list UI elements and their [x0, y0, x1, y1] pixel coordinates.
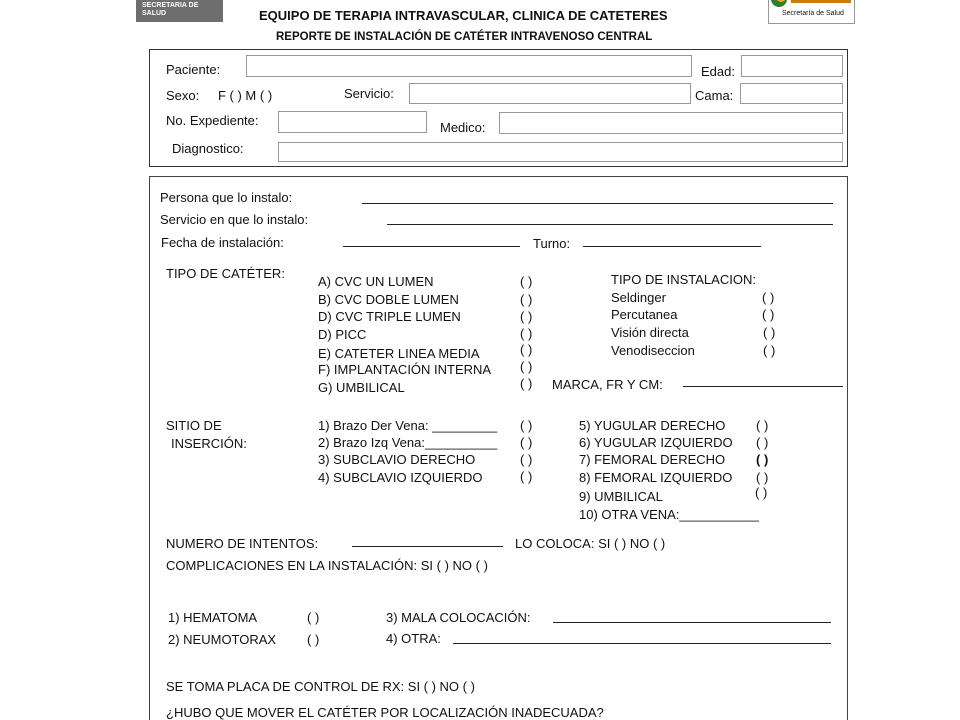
persona-line[interactable]: [362, 203, 833, 204]
tipo-cateter-label: TIPO DE CATÉTER:: [166, 266, 285, 281]
neumotorax-checkbox[interactable]: ( ): [307, 632, 320, 647]
marca-line[interactable]: [683, 386, 843, 387]
sitio-checkbox[interactable]: ( ): [756, 418, 769, 433]
otra-line[interactable]: [453, 643, 831, 644]
intentos-label: NUMERO DE INTENTOS:: [166, 536, 319, 551]
neumotorax-label: 2) NEUMOTORAX: [168, 632, 277, 647]
paciente-field[interactable]: [246, 55, 692, 77]
sitio-checkbox[interactable]: ( ): [756, 452, 769, 467]
secretaria-salud-right-logo: [768, 0, 855, 24]
cateter-checkbox[interactable]: ( ): [520, 376, 533, 391]
logo-left-text: SECRETARIA DE SALUD: [142, 2, 199, 17]
cama-field[interactable]: [740, 83, 843, 104]
sitio-option: 8) FEMORAL IZQUIERDO: [579, 470, 733, 485]
turno-label: Turno:: [533, 236, 571, 251]
fecha-line[interactable]: [343, 246, 520, 247]
instalacion-option: Visión directa: [611, 325, 689, 340]
turno-line[interactable]: [583, 246, 761, 247]
sexo-options[interactable]: F ( ) M ( ): [218, 88, 273, 103]
cateter-option: E) CATETER LINEA MEDIA: [318, 346, 480, 361]
cateter-option: G) UMBILICAL: [318, 380, 405, 395]
cateter-option: F) IMPLANTACIÓN INTERNA: [318, 362, 492, 377]
instalacion-option: Seldinger: [611, 290, 666, 305]
diagnostico-label: Diagnostico:: [172, 141, 244, 156]
sitio-option: 7) FEMORAL DERECHO: [579, 452, 726, 467]
cateter-option: D) PICC: [318, 327, 367, 342]
sitio-option: 9) UMBILICAL: [579, 489, 663, 504]
hematoma-label: 1) HEMATOMA: [168, 610, 258, 625]
servicio-instalo-line[interactable]: [387, 224, 833, 225]
sitio-option: 5) YUGULAR DERECHO: [579, 418, 726, 433]
cateter-checkbox[interactable]: ( ): [520, 326, 533, 341]
persona-label: Persona que lo instalo:: [160, 190, 293, 205]
paciente-label: Paciente:: [166, 62, 221, 77]
edad-label: Edad:: [701, 64, 735, 79]
form-subtitle: REPORTE DE INSTALACIÓN DE CATÉTER INTRAVENOSO CENTRAL: [276, 31, 653, 43]
cateter-option: B) CVC DOBLE LUMEN: [318, 292, 459, 307]
expediente-field[interactable]: [278, 111, 427, 133]
main-panel-top: [149, 176, 847, 177]
servicio-field[interactable]: [409, 83, 691, 104]
main-panel-right: [847, 176, 848, 720]
cateter-checkbox[interactable]: ( ): [520, 274, 533, 289]
form-title: EQUIPO DE TERAPIA INTRAVASCULAR, CLINICA DE CATETERES: [259, 8, 668, 23]
complicaciones-label: COMPLICACIONES EN LA INSTALACIÓN: SI ( ) NO ( ): [166, 558, 488, 573]
tipo-instalacion-label: TIPO DE INSTALACION:: [611, 272, 756, 287]
sitio-label: SITIO DE: [166, 418, 222, 433]
servicio-instalo-label: Servicio en que lo instalo:: [160, 212, 309, 227]
sitio-option: 1) Brazo Der Vena: _________: [318, 418, 498, 433]
mala-colocacion-line[interactable]: [553, 622, 831, 623]
mala-colocacion-label: 3) MALA COLOCACIÓN:: [386, 610, 531, 625]
otra-label: 4) OTRA:: [386, 631, 441, 646]
cama-label: Cama:: [695, 88, 734, 103]
logo-right-text: Secretaría de Salud: [782, 10, 844, 17]
servicio-label: Servicio:: [344, 86, 394, 101]
main-panel-left: [149, 176, 150, 720]
cateter-checkbox[interactable]: ( ): [520, 309, 533, 324]
instalacion-checkbox[interactable]: ( ): [763, 343, 776, 358]
medico-label: Medico:: [440, 120, 486, 135]
cateter-checkbox[interactable]: ( ): [520, 359, 533, 374]
cateter-option: A) CVC UN LUMEN: [318, 274, 434, 289]
sexo-label: Sexo:: [166, 88, 200, 103]
intentos-line[interactable]: [352, 546, 503, 547]
fecha-label: Fecha de instalación:: [161, 235, 284, 250]
sitio-checkbox[interactable]: ( ): [756, 470, 769, 485]
placa-label: SE TOMA PLACA DE CONTROL DE RX: SI ( ) NO ( ): [166, 679, 475, 694]
mover-label: ¿HUBO QUE MOVER EL CATÉTER POR LOCALIZACIÓN INADECUADA?: [166, 705, 604, 720]
sitio-checkbox[interactable]: ( ): [520, 418, 533, 433]
sitio-option: 6) YUGULAR IZQUIERDO: [579, 435, 733, 450]
sitio-option: 4) SUBCLAVIO IZQUIERDO: [318, 470, 483, 485]
sitio-option: 2) Brazo Izq Vena:__________: [318, 435, 498, 450]
sitio-checkbox[interactable]: ( ): [755, 485, 768, 500]
hematoma-checkbox[interactable]: ( ): [307, 610, 320, 625]
diagnostico-field[interactable]: [278, 142, 843, 162]
sitio-checkbox[interactable]: ( ): [520, 469, 533, 484]
cateter-option: D) CVC TRIPLE LUMEN: [318, 309, 461, 324]
medico-field[interactable]: [499, 112, 843, 134]
coloca-options[interactable]: LO COLOCA: SI ( ) NO ( ): [515, 536, 666, 551]
instalacion-checkbox[interactable]: ( ): [762, 307, 775, 322]
instalacion-option: Venodiseccion: [611, 343, 695, 358]
edad-field[interactable]: [741, 55, 843, 77]
instalacion-checkbox[interactable]: ( ): [762, 290, 775, 305]
insercion-label: INSERCIÓN:: [171, 436, 247, 451]
instalacion-checkbox[interactable]: ( ): [763, 325, 776, 340]
sitio-checkbox[interactable]: ( ): [756, 435, 769, 450]
sitio-option: 10) OTRA VENA:___________: [579, 507, 759, 522]
expediente-label: No. Expediente:: [166, 113, 259, 128]
marca-label: MARCA, FR Y CM:: [552, 377, 663, 392]
cateter-checkbox[interactable]: ( ): [520, 342, 533, 357]
sitio-option: 3) SUBCLAVIO DERECHO: [318, 452, 476, 467]
instalacion-option: Percutanea: [611, 307, 678, 322]
sitio-checkbox[interactable]: ( ): [520, 435, 533, 450]
cateter-checkbox[interactable]: ( ): [520, 292, 533, 307]
sitio-checkbox[interactable]: ( ): [520, 452, 533, 467]
secretaria-salud-logo: [136, 0, 223, 22]
